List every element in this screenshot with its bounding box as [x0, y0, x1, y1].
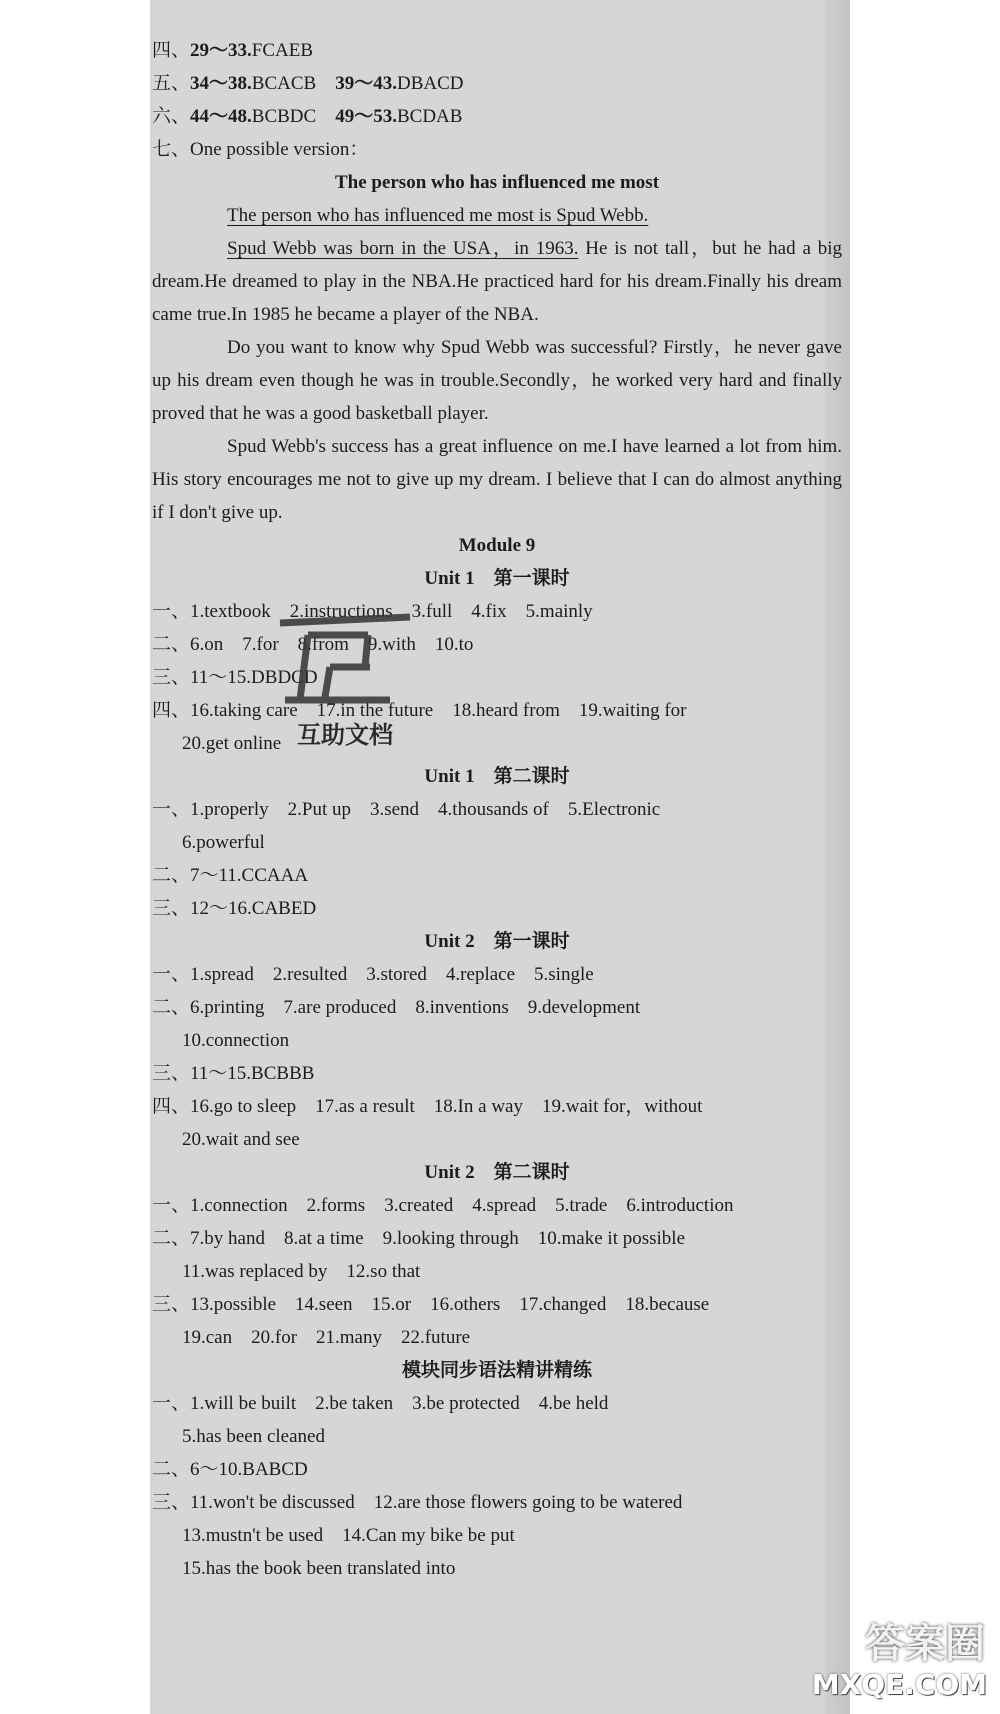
watermark-stamp: [270, 605, 420, 755]
u2l2-q2: 二、7.by hand 8.at a time 9.looking through 10.make it possible: [152, 1228, 686, 1249]
unit1-lesson2-title: Unit 1 第二课时: [424, 766, 570, 787]
grammar-q3-cont: 13.mustn't be used 14.Can my bike be put: [182, 1525, 515, 1546]
watermark-text: 互助文档: [297, 721, 393, 749]
u1l2-q1-cont: 6.powerful: [182, 832, 265, 853]
answer-line-44-53: 六、44～48.BCBDC 49～53.BCDAB: [152, 106, 463, 127]
u1l1-q3: 三、11～15.DBDCD: [152, 667, 318, 688]
u1l2-q2: 二、7～11.CCAAA: [152, 865, 309, 886]
module-title: Module 9: [458, 535, 536, 556]
unit2-lesson2-title: Unit 2 第二课时: [424, 1162, 570, 1183]
u2l1-q2-cont: 10.connection: [182, 1030, 290, 1051]
u2l1-q2: 二、6.printing 7.are produced 8.inventions 9.development: [152, 997, 641, 1018]
u1l2-q3: 三、12～16.CABED: [152, 898, 317, 919]
u2l1-q4: 四、16.go to sleep 17.as a result 18.In a way 19.wait for，without: [152, 1096, 703, 1117]
grammar-title: 模块同步语法精讲精练: [401, 1360, 592, 1381]
essay-paragraph-3: Do you want to know why Spud Webb was successful? Firstly，he never gave up his dream even though he was in trouble.Secondly，he worked very hard and finally proved that he was a good basketball player.: [152, 337, 842, 424]
answer-line-29-33: 四、29～33.FCAEB: [152, 40, 314, 61]
u2l2-q1: 一、1.connection 2.forms 3.created 4.spread 5.trade 6.introduction: [152, 1195, 734, 1216]
u2l1-q1: 一、1.spread 2.resulted 3.stored 4.replace 5.single: [152, 964, 594, 985]
answer-content: [152, 34, 842, 1585]
grammar-q3: 三、11.won't be discussed 12.are those flowers going to be watered: [152, 1492, 683, 1513]
grammar-q1-cont: 5.has been cleaned: [182, 1426, 325, 1447]
u2l2-q2-cont: 11.was replaced by 12.so that: [182, 1261, 421, 1282]
u2l2-q3-cont: 19.can 20.for 21.many 22.future: [182, 1327, 471, 1348]
essay-paragraph-4: Spud Webb's success has a great influence on me.I have learned a lot from him. His story encourages me not to give up my dream. I believe that I can do almost anything if I don't give up.: [152, 436, 842, 523]
u1l1-q1: 一、1.textbook 2.instructions 3.full 4.fix 5.mainly: [152, 601, 593, 622]
essay-paragraph-1: The person who has influenced me most is Spud Webb.: [227, 205, 649, 226]
u1l2-q1: 一、1.properly 2.Put up 3.send 4.thousands of 5.Electronic: [152, 799, 661, 820]
unit1-lesson1-title: Unit 1 第一课时: [424, 568, 570, 589]
answer-line-34-43: 五、34～38.BCACB 39～43.DBACD: [152, 73, 464, 94]
u1l1-q4: 四、16.taking care 17.in the future 18.heard from 19.waiting for: [152, 700, 687, 721]
site-logo: [811, 1619, 995, 1709]
grammar-q2: 二、6～10.BABCD: [152, 1459, 308, 1480]
u1l1-q2: 二、6.on 7.for 8.from 9.with 10.to: [152, 634, 474, 655]
u2l1-q3: 三、11～15.BCBBB: [152, 1063, 315, 1084]
grammar-q1: 一、1.will be built 2.be taken 3.be protected 4.be held: [152, 1393, 609, 1414]
grammar-q3-cont2: 15.has the book been translated into: [182, 1558, 456, 1579]
logo-text: MXQE.COM: [811, 1668, 987, 1701]
essay-paragraph-2: Spud Webb was born in the USA，in 1963. He is not tall，but he had a big dream.He dreamed to play in the NBA.He practiced hard for his dream.Finally his dream came true.In 1985 he became a player of the NBA.: [152, 238, 842, 325]
unit2-lesson1-title: Unit 2 第一课时: [424, 931, 570, 952]
logo-mark: 答案圈: [865, 1621, 985, 1667]
u1l1-q4-cont: 20.get online: [182, 733, 282, 754]
essay-label: 七、One possible version：: [152, 139, 369, 160]
u2l2-q3: 三、13.possible 14.seen 15.or 16.others 17.changed 18.because: [152, 1294, 710, 1315]
u2l1-q4-cont: 20.wait and see: [182, 1129, 300, 1150]
essay-title: The person who has influenced me most: [334, 172, 660, 193]
